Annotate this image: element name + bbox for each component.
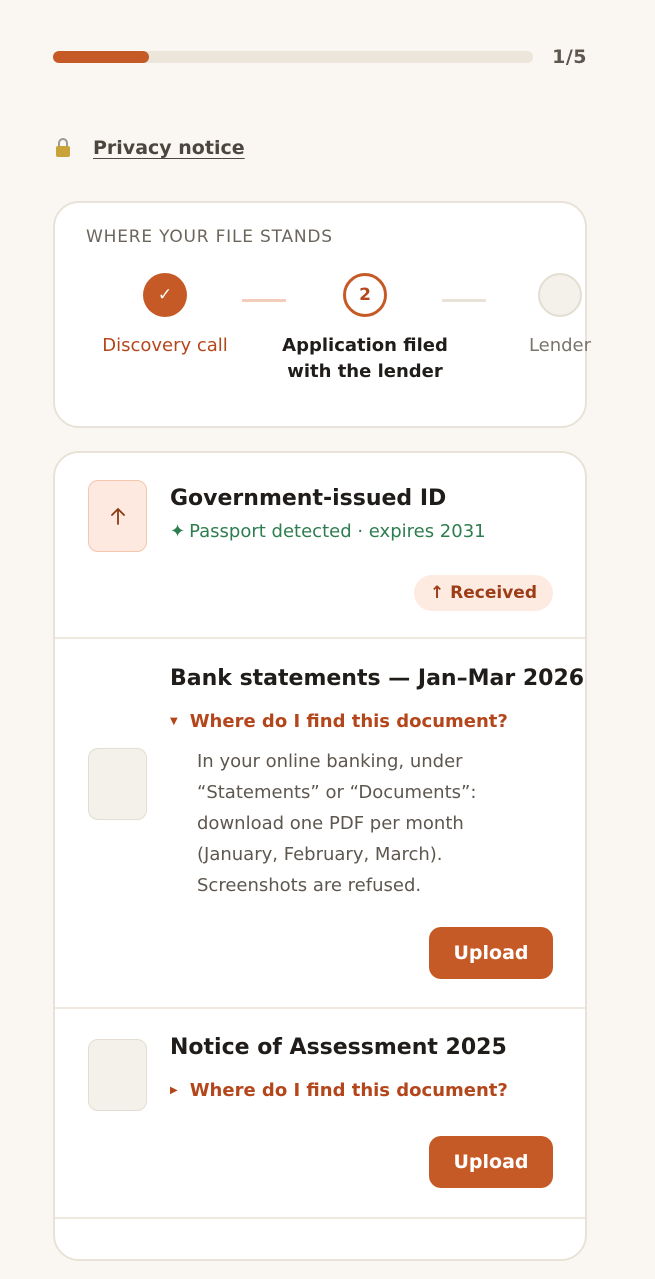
document-item-notice-of-assessment — [55, 1009, 585, 1219]
step-label: Lender — [528, 335, 592, 356]
help-toggle[interactable] — [170, 711, 508, 732]
help-text: In your online banking, under “Statements” or “Documents”: download one PDF per month (January, February, March). Screenshots are refused. — [197, 751, 477, 896]
document-item-next — [55, 1219, 585, 1279]
check-icon: ✓ — [143, 273, 187, 317]
arrow-up-icon — [88, 480, 147, 552]
document-title: Government-issued ID — [170, 486, 447, 511]
document-title: Bank statements — Jan–Mar 2026 — [170, 666, 585, 691]
step-application-filed — [270, 273, 460, 385]
caret-down-icon: ▼ — [170, 716, 178, 727]
detected-text: Passport detected · expires 2031 — [189, 521, 486, 542]
lock-icon — [53, 137, 73, 159]
detected-status — [170, 521, 486, 542]
step-discovery-call — [70, 273, 260, 359]
step-label: Discovery call — [102, 335, 228, 356]
step-lender — [465, 273, 655, 359]
privacy-notice-link[interactable]: Privacy notice — [93, 137, 245, 159]
help-link-label: Where do I find this document? — [189, 1080, 508, 1101]
cut-off-text — [0, 0, 640, 2]
caret-right-icon: ▶ — [170, 1085, 178, 1096]
progress-count: 1/5 — [552, 46, 587, 68]
help-link-label: Where do I find this document? — [189, 711, 508, 732]
step-label: Application filed with the lender — [282, 335, 448, 382]
document-title: Notice of Assessment 2025 — [170, 1035, 507, 1060]
progress-row — [53, 46, 587, 70]
status-badge: ↑ Received — [414, 575, 553, 611]
document-item-bank-statements — [55, 639, 585, 1009]
progress-fill — [53, 51, 149, 63]
sparkle-icon: ✦ — [170, 521, 186, 542]
document-item-government-id — [55, 453, 585, 639]
documents-card — [53, 451, 587, 1261]
stepper — [55, 273, 592, 413]
step-number — [538, 273, 582, 317]
status-heading: WHERE YOUR FILE STANDS — [86, 227, 333, 247]
help-toggle[interactable] — [170, 1080, 508, 1101]
document-placeholder-icon — [88, 1039, 147, 1111]
file-status-card — [53, 201, 592, 428]
progress-bar — [53, 51, 533, 63]
upload-button[interactable]: Upload — [429, 1136, 553, 1188]
privacy-row — [53, 137, 245, 159]
document-placeholder-icon — [88, 748, 147, 820]
step-number: 2 — [343, 273, 387, 317]
upload-button[interactable]: Upload — [429, 927, 553, 979]
